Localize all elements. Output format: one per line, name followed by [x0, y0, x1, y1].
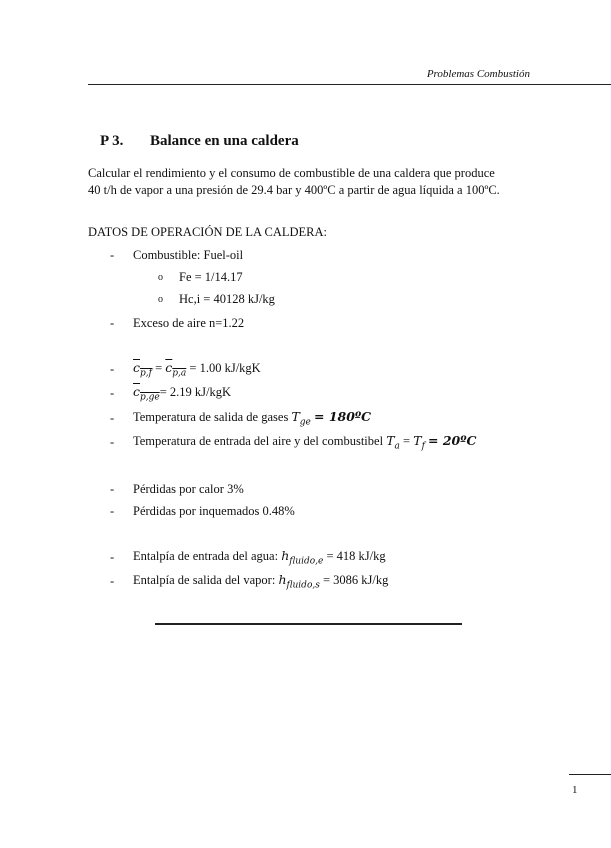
cp-gas-symbol: $c_{p,ge}$: [133, 384, 160, 403]
water-enthalpy-value: = 418 kJ/kg: [326, 549, 386, 563]
gas-exit-temp-label: Temperatura de salida de gases: [133, 410, 289, 424]
list-dash: -: [110, 362, 115, 376]
sub-bullet: o: [158, 294, 163, 305]
steam-enthalpy-item: [133, 572, 388, 591]
hci-item: Hc,i = 40128 kJ/kg: [179, 292, 275, 306]
problem-title: [100, 133, 299, 150]
cp-fuel-air-item: [133, 360, 261, 379]
sub-bullet: o: [158, 272, 163, 283]
heat-loss-item: Pérdidas por calor 3%: [133, 482, 244, 496]
gas-exit-temp-value: = 180ºC: [314, 409, 372, 424]
list-dash: -: [110, 574, 115, 588]
t-f-symbol: $T_f$: [413, 433, 425, 452]
intro-line-1: Calcular el rendimiento y el consumo de combustible de una caldera que produce: [88, 166, 495, 180]
equals-sign: =: [403, 434, 411, 448]
list-dash: -: [110, 316, 115, 330]
steam-enthalpy-value: = 3086 kJ/kg: [322, 573, 389, 587]
list-dash: -: [110, 550, 115, 564]
cp-gas-value: = 2.19 kJ/kgK: [159, 385, 232, 399]
unburned-loss-item: Pérdidas por inquemados 0.48%: [133, 504, 295, 518]
fe-item: Fe = 1/14.17: [179, 270, 243, 284]
cp-air-symbol: $c_{p,a}$: [165, 360, 187, 379]
cp-fuel-symbol: $c_{p,f}$: [133, 360, 152, 379]
list-dash: -: [110, 248, 115, 262]
problem-name: Balance en una caldera: [150, 133, 299, 149]
cp-gas-item: [133, 384, 231, 403]
inlet-temp-value: = 20ºC: [428, 433, 477, 448]
footer-divider: [569, 774, 611, 775]
cp-fuel-air-value: = 1.00 kJ/kgK: [189, 361, 261, 375]
inlet-temp-label: Temperatura de entrada del aire y del combustibel: [133, 434, 384, 448]
water-enthalpy-label: Entalpía de entrada del agua:: [133, 549, 279, 563]
excess-air-item: Exceso de aire n=1.22: [133, 316, 245, 330]
header-divider: [88, 84, 611, 85]
list-dash: -: [110, 386, 115, 400]
inlet-temp-item: [133, 433, 476, 452]
t-ge-symbol: $T_{ge}$: [291, 409, 311, 428]
problem-number: P 3.: [100, 133, 124, 149]
list-dash: -: [110, 435, 115, 449]
section-title: DATOS DE OPERACIÓN DE LA CALDERA:: [88, 225, 328, 239]
steam-enthalpy-label: Entalpía de salida del vapor:: [133, 573, 276, 587]
h-fluido-e-symbol: $h_{fluido,e}$: [281, 548, 324, 567]
end-divider: [155, 623, 462, 625]
list-dash: -: [110, 411, 115, 425]
list-dash: -: [110, 504, 115, 518]
gas-exit-temp-item: [133, 409, 371, 428]
equals-sign: =: [155, 361, 163, 375]
list-dash: -: [110, 482, 115, 496]
fuel-item: Combustible: Fuel-oil: [133, 248, 244, 262]
h-fluido-s-symbol: $h_{fluido,s}$: [278, 572, 320, 591]
page-number: 1: [572, 784, 578, 796]
intro-line-2: 40 t/h de vapor a una presión de 29.4 bar y 400ºC a partir de agua líquida a 100ºC.: [88, 183, 500, 197]
water-enthalpy-item: [133, 548, 386, 567]
header-title: Problemas Combustión: [426, 68, 530, 80]
t-a-symbol: $T_a$: [386, 433, 400, 452]
